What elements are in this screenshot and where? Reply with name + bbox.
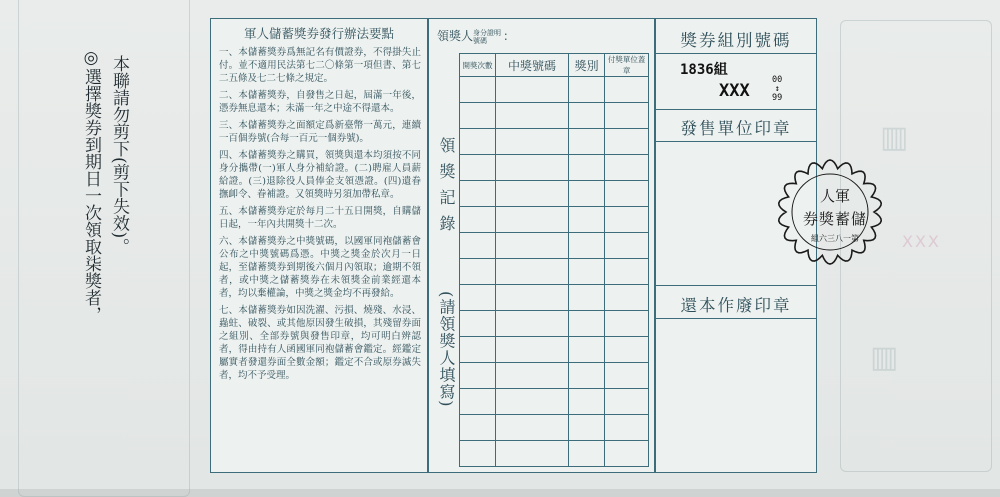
- void-stamp-title: 還本作廢印章: [680, 296, 792, 315]
- record-cell[interactable]: [460, 259, 496, 285]
- record-cell[interactable]: [568, 181, 604, 207]
- table-row: [460, 389, 649, 415]
- stub-cut-warning: 本聯請勿剪下(剪下失效)。: [109, 55, 129, 256]
- record-cell[interactable]: [605, 285, 649, 311]
- col-winning-number: 中獎號碼: [496, 54, 569, 77]
- record-cell[interactable]: [460, 363, 496, 389]
- record-cell[interactable]: [496, 441, 569, 467]
- record-cell[interactable]: [460, 77, 496, 103]
- left-stub-border: [18, 0, 190, 497]
- record-cell[interactable]: [496, 285, 569, 311]
- record-cell[interactable]: [568, 155, 604, 181]
- record-cell[interactable]: [496, 155, 569, 181]
- record-cell[interactable]: [605, 181, 649, 207]
- table-row: [460, 155, 649, 181]
- issuance-rules-panel: [210, 18, 428, 473]
- rule-item: 一、本儲蓄獎券爲無記名有價證券，不得掛失止付。並不適用民法第七二〇條第一項但書、第七二五條及七二七條之規定。: [219, 47, 421, 84]
- record-cell[interactable]: [460, 441, 496, 467]
- table-row: [460, 233, 649, 259]
- record-side-note: (請領獎人填寫): [437, 291, 456, 408]
- record-cell[interactable]: [496, 259, 569, 285]
- record-cell[interactable]: [496, 233, 569, 259]
- table-row: [460, 415, 649, 441]
- series-code: XXX: [719, 81, 750, 101]
- divider: [656, 53, 816, 54]
- record-cell[interactable]: [568, 389, 604, 415]
- record-cell[interactable]: [496, 103, 569, 129]
- record-cell[interactable]: [460, 207, 496, 233]
- seal-line-3: 組六三八一第: [811, 234, 859, 243]
- record-cell[interactable]: [568, 259, 604, 285]
- rule-item: 七、本儲蓄獎券如因洗濯、污損、燒殘、水浸、蟲蛀、破裂、或其他原因發生破損，其殘留券面之組別、全部券號與發售印章，均可明白辨認者，得由持有人函國軍同袍儲蓄會鑑定。經鑑定屬實者發還券面全數金額；鑑定不合或原券滅失者，均不予受理。: [219, 305, 421, 381]
- divider: [656, 141, 816, 142]
- record-cell[interactable]: [568, 77, 604, 103]
- record-cell[interactable]: [460, 233, 496, 259]
- range-start: 00: [772, 75, 783, 85]
- record-cell[interactable]: [496, 389, 569, 415]
- divider: [656, 318, 816, 319]
- range-end: 99: [772, 93, 783, 103]
- table-row: [460, 103, 649, 129]
- id-number-label: 身分證明號碼: [473, 28, 502, 45]
- record-cell[interactable]: [460, 285, 496, 311]
- record-cell[interactable]: [460, 337, 496, 363]
- rule-item: 五、本儲蓄獎券定於每月二十五日開獎，自購儲日起，一年內共開獎十二次。: [219, 206, 421, 230]
- divider: [656, 109, 816, 110]
- watermark-5: XXX: [902, 232, 941, 251]
- record-cell[interactable]: [496, 415, 569, 441]
- ghost-print-1: ▥: [880, 120, 909, 155]
- record-cell[interactable]: [605, 441, 649, 467]
- range-arrow: ↕: [774, 84, 780, 94]
- table-row: [460, 311, 649, 337]
- number-range: [772, 76, 782, 103]
- prize-record-rows: [460, 77, 649, 467]
- record-cell[interactable]: [605, 363, 649, 389]
- record-cell[interactable]: [605, 415, 649, 441]
- record-cell[interactable]: [496, 181, 569, 207]
- record-cell[interactable]: [605, 103, 649, 129]
- record-cell[interactable]: [605, 311, 649, 337]
- record-cell[interactable]: [568, 311, 604, 337]
- record-cell[interactable]: [496, 207, 569, 233]
- table-row: [460, 259, 649, 285]
- record-cell[interactable]: [568, 363, 604, 389]
- rule-item: 三、本儲蓄獎券之面額定爲新臺幣一萬元，連續一百個券號(合每一百元一個券號)。: [219, 120, 421, 144]
- seal-line-2: 券獎蓄儲: [803, 210, 868, 228]
- record-cell[interactable]: [496, 363, 569, 389]
- seller-stamp-title: 發售單位印章: [680, 119, 792, 138]
- record-cell[interactable]: [460, 181, 496, 207]
- record-cell[interactable]: [460, 311, 496, 337]
- record-cell[interactable]: [568, 285, 604, 311]
- record-cell[interactable]: [605, 155, 649, 181]
- record-cell[interactable]: [496, 337, 569, 363]
- ghost-print-2: ▥: [870, 340, 899, 375]
- record-cell[interactable]: [568, 103, 604, 129]
- record-cell[interactable]: [460, 129, 496, 155]
- prize-record-panel: [428, 18, 655, 473]
- rule-item: 六、本儲蓄獎券之中獎號碼，以國軍同袍儲蓄會公布之中獎號碼爲憑。中獎之獎金於次月一日起，至儲蓄獎券到期後六個月內領取；逾期不領者，或中獎之儲蓄獎券在未領獎金前業經還本者，均以棄權論，中獎之獎金均不再發給。: [219, 236, 421, 299]
- prize-record-table: [459, 53, 649, 467]
- claimant-colon: ：: [503, 29, 516, 43]
- divider: [656, 285, 816, 286]
- col-payer-stamp: 付獎單位蓋章: [605, 54, 649, 77]
- table-row: [460, 363, 649, 389]
- record-cell[interactable]: [496, 77, 569, 103]
- group-number-title: 獎券組別號碼: [680, 31, 792, 50]
- rule-item: 二、本儲蓄獎券，自發售之日起，屆滿一年後，憑券無息還本；未滿一年之中途不得還本。: [219, 90, 421, 114]
- claimant-id-line: [437, 27, 515, 45]
- rule-item: 四、本儲蓄獎券之購買，領獎與還本均須按不同身分攜帶(一)軍人身分補給證。(二)聘雇人員薪給證。(三)退除役人員俸金支領憑證。(四)遺眷撫卹令、眷補證。又領獎時另須加帶私章。: [219, 150, 421, 200]
- table-row: [460, 337, 649, 363]
- table-row: [460, 181, 649, 207]
- record-cell[interactable]: [460, 389, 496, 415]
- table-row: [460, 129, 649, 155]
- record-cell[interactable]: [568, 415, 604, 441]
- record-side-label: 領獎記錄: [437, 137, 456, 241]
- record-cell[interactable]: [605, 337, 649, 363]
- record-cell[interactable]: [605, 77, 649, 103]
- record-cell[interactable]: [605, 259, 649, 285]
- table-row: [460, 77, 649, 103]
- record-cell[interactable]: [568, 441, 604, 467]
- record-cell[interactable]: [460, 155, 496, 181]
- table-row: [460, 207, 649, 233]
- claimant-label: 領獎人: [437, 29, 474, 43]
- group-serial: 1836組: [680, 62, 728, 78]
- record-cell[interactable]: [496, 129, 569, 155]
- record-cell[interactable]: [496, 311, 569, 337]
- table-row: [460, 285, 649, 311]
- record-cell[interactable]: [605, 233, 649, 259]
- record-cell[interactable]: [568, 233, 604, 259]
- record-cell[interactable]: [605, 207, 649, 233]
- record-cell[interactable]: [460, 415, 496, 441]
- col-draw-count: 開獎次數: [460, 54, 496, 77]
- record-cell[interactable]: [568, 207, 604, 233]
- col-prize-class: 獎別: [568, 54, 604, 77]
- record-cell[interactable]: [568, 129, 604, 155]
- seal-line-1: 人軍: [820, 187, 851, 205]
- stub-claim-instruction: ◎選擇獎券到期日一次領取柒獎者，: [81, 48, 101, 323]
- table-row: [460, 441, 649, 467]
- record-cell[interactable]: [605, 129, 649, 155]
- record-cell[interactable]: [605, 389, 649, 415]
- record-cell[interactable]: [460, 103, 496, 129]
- record-cell[interactable]: [568, 337, 604, 363]
- rules-title: 軍人儲蓄獎券發行辦法要點: [243, 26, 394, 41]
